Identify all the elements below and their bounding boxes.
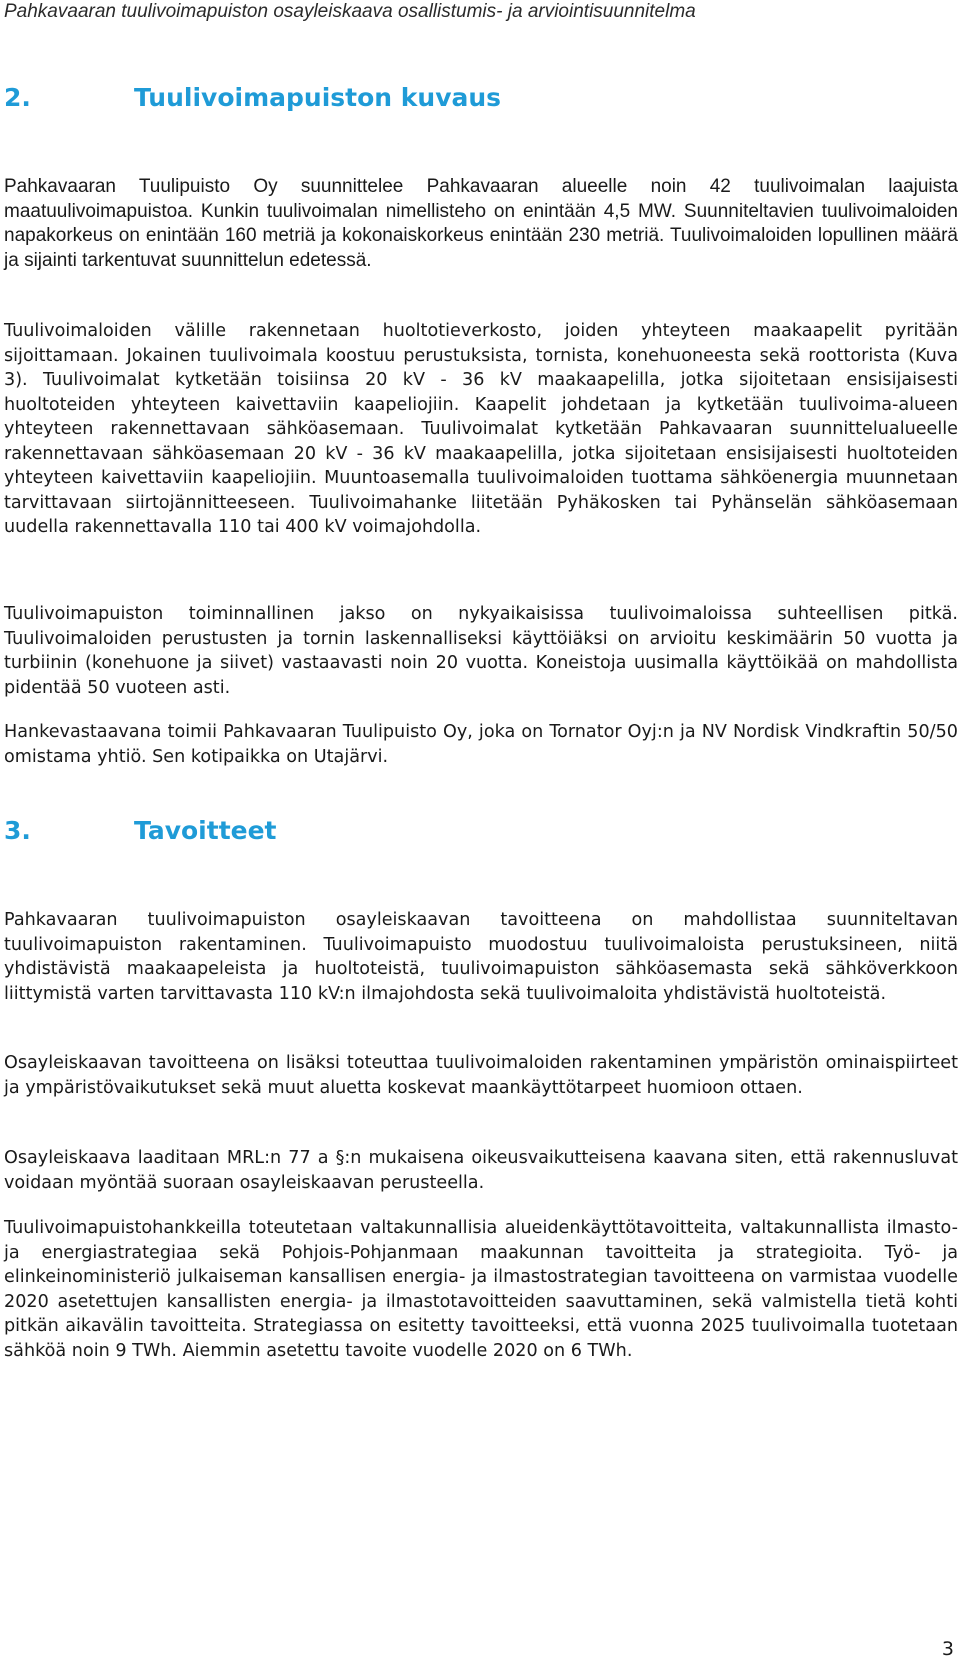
paragraph: Pahkavaaran Tuulipuisto Oy suunnittelee Pahkavaaran alueelle noin 42 tuulivoimalan laajuista maatuulivoimapuistoa. Kunkin tuulivoimalan nimellisteho on enintään 4,5 MW. Suunniteltavien tuulivoimaloiden napakorkeus on enintään 160 metriä ja kokonaiskorkeus enintään 230 metriä. Tuulivoimaloiden lopullinen määrä ja sijainti tarkentuvat suunnittelun edetessä.: [4, 176, 958, 271]
paragraph: Tuulivoimaloiden välille rakennetaan huoltotieverkosto, joiden yhteyteen maakaapelit pyritään sijoittamaan. Jokainen tuulivoimala koostuu perustuksista, tornista, konehuoneesta sekä roottorista (Kuva 3). Tuulivoimalat kytketään toisiinsa 20 kV - 36 kV maakaapelilla, jotka sijoitetaan ensisijaisesti huoltoteiden yhteyteen kaivettaviin kaapeliojiin. Kaapelit johdetaan ja kytketään tuulivoima-alueen yhteyteen rakennettavaan sähköasemaan. Tuulivoimalat kytketään Pahkavaaran suunnittelualueelle rakennettavaan sähköasemaan 20 kV - 36 kV maakaapelilla, jotka sijoitetaan ensisijaisesti huoltoteiden yhteyteen kaivettaviin kaapeliojiin. Muuntoasemalla tuulivoimaloiden tuottama sähköenergia muunnetaan tarvittavaan siirtojännitteeseen. Tuulivoimahanke liitetään Pyhäkosken tai Pyhänselän sähköasemaan uudella rakennettavalla 110 tai 400 kV voimajohdolla.: [4, 321, 958, 537]
section-number: 2.: [4, 83, 31, 112]
paragraph: Pahkavaaran tuulivoimapuiston osayleiskaavan tavoitteena on mahdollistaa suunniteltavan tuulivoimapuiston rakentaminen. Tuulivoimapuisto muodostuu tuulivoimaloista perustuksineen, niitä yhdistävistä maakaapeleista ja huoltoteistä, tuulivoimapuiston sähköasemasta sekä sähköverkkoon liittymistä varten tarvittavasta 110 kV:n ilmajohdosta sekä tuulivoimaloita yhdistävistä huoltoteistä.: [4, 910, 958, 1004]
paragraph: Osayleiskaava laaditaan MRL:n 77 a §:n mukaisena oikeusvaikutteisena kaavana siten, että rakennusluvat voidaan myöntää suoraan osayleiskaavan perusteella.: [4, 1148, 958, 1193]
paragraph: Tuulivoimapuiston toiminnallinen jakso on nykyaikaisissa tuulivoimaloissa suhteellisen pitkä. Tuulivoimaloiden perustusten ja tornin laskennalliseksi käyttöiäksi on arvioitu keskimäärin 50 vuotta ja turbiinin (konehuone ja siivet) vastaavasti noin 20 vuotta. Koneistoja uusimalla käyttöikää on mahdollista pidentää 50 vuoteen asti.: [4, 604, 958, 698]
section-heading-3: [4, 816, 277, 846]
section-number: 3.: [4, 816, 31, 845]
page-number: 3: [941, 1638, 954, 1660]
section-heading-2: [4, 83, 501, 113]
paragraph: Osayleiskaavan tavoitteena on lisäksi toteuttaa tuulivoimaloiden rakentaminen ympäristön ominaispiirteet ja ympäristövaikutukset sekä muut aluetta koskevat maankäyttötarpeet huomioon ottaen.: [4, 1053, 958, 1098]
section-title: Tavoitteet: [134, 816, 277, 845]
paragraph: Hankevastaavana toimii Pahkavaaran Tuulipuisto Oy, joka on Tornator Oyj:n ja NV Nordisk Vindkraftin 50/50 omistama yhtiö. Sen kotipaikka on Utajärvi.: [4, 722, 958, 767]
section-title: Tuulivoimapuiston kuvaus: [134, 83, 502, 112]
running-header: Pahkavaaran tuulivoimapuiston osayleiskaava osallistumis- ja arviointisuunnitelma: [4, 1, 696, 22]
paragraph: Tuulivoimapuistohankkeilla toteutetaan valtakunnallisia alueidenkäyttötavoitteita, valtakunnallista ilmasto- ja energiastrategiaa sekä Pohjois-Pohjanmaan maakunnan tavoitteita ja strategioita. Työ- ja elinkeinoministeriö julkaiseman kansallisen energia- ja ilmastostrategian tavoitteena on varmistaa vuodelle 2020 asetettujen kansallisten energia- ja ilmastotavoitteiden saavuttaminen, sekä valmistella tietä kohti pitkän aikavälin tavoitteita. Strategiassa on esitetty tavoitteeksi, että vuonna 2025 tuulivoimalla tuotetaan sähköä noin 9 TWh. Aiemmin asetettu tavoite vuodelle 2020 on 6 TWh.: [4, 1218, 958, 1361]
